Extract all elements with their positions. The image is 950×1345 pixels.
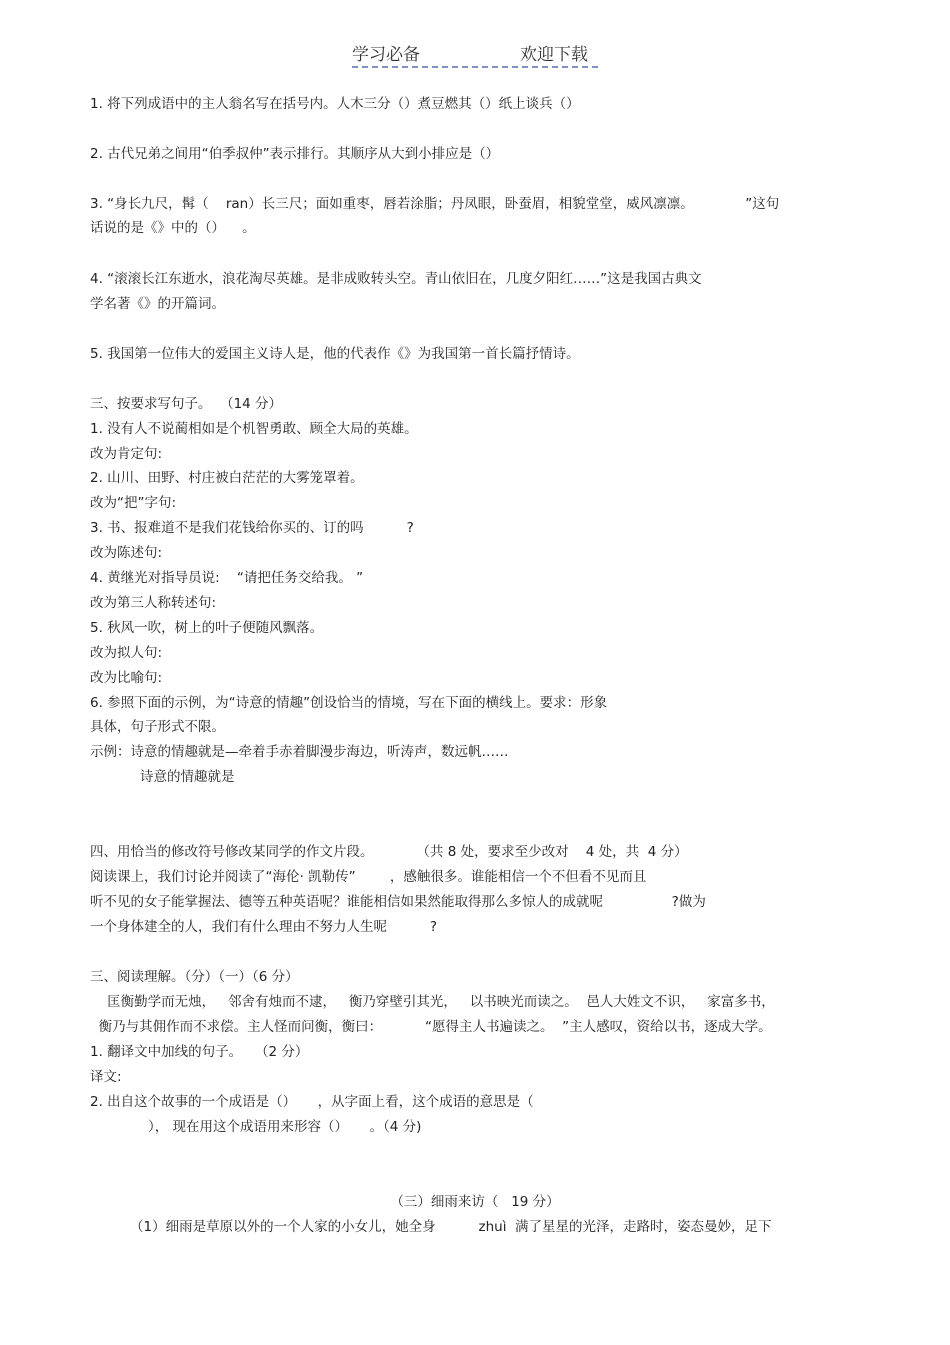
- q3-line-2: 话说的是《》中的（） 。: [90, 220, 256, 236]
- translation-prompt: 译文:: [90, 1069, 122, 1085]
- sentence-prompt-4: 改为第三人称转述句:: [90, 595, 217, 611]
- q2-line: 2. 古代兄弟之间用“伯季叔仲”表示排行。其顺序从大到小排应是（）: [90, 146, 500, 162]
- answer-prompt-line: 诗意的情趣就是: [140, 769, 235, 785]
- sentence-item-6: 6. 参照下面的示例，为“诗意的情趣”创设恰当的情境，写在下面的横线上。要求：形象: [90, 695, 608, 711]
- sentence-prompt-5b: 改为比喻句:: [90, 670, 163, 686]
- example-line: 示例：诗意的情趣就是—牵着手赤着脚漫步海边，听涛声，数远帆……: [90, 744, 509, 760]
- sentence-prompt-5a: 改为拟人句:: [90, 645, 163, 661]
- sentence-prompt-3: 改为陈述句:: [90, 545, 163, 561]
- q1-line: 1. 将下列成语中的主人翁名写在括号内。人木三分（）煮豆燃其（）纸上谈兵（）: [90, 96, 580, 112]
- reading-passage-1: 匡衡勤学而无烛， 邻舍有烛而不逮， 衡乃穿壁引其光， 以书映光而读之。 邑人大姓文不识， 家富多书，: [90, 994, 775, 1010]
- sentence-item-3: 3. 书、报难道不是我们花钱给你买的、订的吗 ?: [90, 520, 414, 536]
- sentence-item-2: 2. 山川、田野、村庄被白茫茫的大雾笼罩着。: [90, 470, 364, 486]
- reading-question-2: 2. 出自这个故事的一个成语是（） ，从字面上看，这个成语的意思是（: [90, 1094, 534, 1110]
- header-left-text: 学习必备: [352, 45, 420, 65]
- reading-question-2-cont: ）， 现在用这个成语用来形容（） 。（4 分): [148, 1119, 422, 1135]
- sentence-prompt-2: 改为“把”字句:: [90, 495, 177, 511]
- passage-paragraph-1: （1）细雨是草原以外的一个人家的小女儿，她全身 zhuì 满了星星的光泽，走路时，姿态曼妙，足下: [130, 1219, 772, 1235]
- sentence-item-1: 1. 没有人不说蔺相如是个机智勇敢、顾全大局的英雄。: [90, 421, 418, 437]
- reading-passage-2: 衡乃与其佣作而不求偿。主人怪而问衡，衡曰： “愿得主人书遍读之。 ”主人感叹，资给以书，逐成大学。: [90, 1019, 772, 1035]
- sentence-item-6-cont: 具体，句子形式不限。: [90, 719, 225, 735]
- subsection-title: （三）细雨来访（ 19 分）: [390, 1194, 560, 1210]
- section-heading-sentences: 三、按要求写句子。 （14 分）: [90, 396, 283, 412]
- q4-line-2: 学名著《》的开篇词。: [90, 296, 225, 312]
- sentence-prompt-1: 改为肯定句:: [90, 446, 163, 462]
- section-heading-editing: 四、用恰当的修改符号修改某同学的作文片段。 （共 8 处，要求至少改对 4 处，共 4 分）: [90, 844, 688, 860]
- editing-passage-2: 听不见的女子能掌握法、德等五种英语呢？谁能相信如果然能取得那么多惊人的成就呢 ?做为: [90, 894, 706, 910]
- q5-line: 5. 我国第一位伟大的爱国主义诗人是，他的代表作《》为我国第一首长篇抒情诗。: [90, 346, 580, 362]
- page-header: [352, 40, 598, 68]
- reading-question-1: 1. 翻译文中加线的句子。 （2 分）: [90, 1044, 309, 1060]
- q4-line-1: 4. “滚滚长江东逝水，浪花淘尽英雄。是非成败转头空。青山依旧在，几度夕阳红……”这是我国古典文: [90, 271, 702, 287]
- editing-passage-3: 一个身体建全的人，我们有什么理由不努力人生呢 ?: [90, 919, 438, 935]
- sentence-item-4: 4. 黄继光对指导员说: “请把任务交给我。 ”: [90, 570, 364, 586]
- section-heading-reading: 三、阅读理解。（分）（一）（6 分）: [90, 969, 299, 985]
- sentence-item-5: 5. 秋风一吹，树上的叶子便随风飘落。: [90, 620, 324, 636]
- header-right-text: 欢迎下载: [520, 45, 588, 65]
- editing-passage-1: 阅读课上，我们讨论并阅读了“海伦· 凯勒传” ，感触很多。谁能相信一个不但看不见而且: [90, 869, 647, 885]
- q3-line-1: 3. “身长九尺，髯（ ran）长三尺；面如重枣，唇若涂脂；丹凤眼，卧蚕眉，相貌堂堂，威风凛凛。 ”这句: [90, 196, 780, 212]
